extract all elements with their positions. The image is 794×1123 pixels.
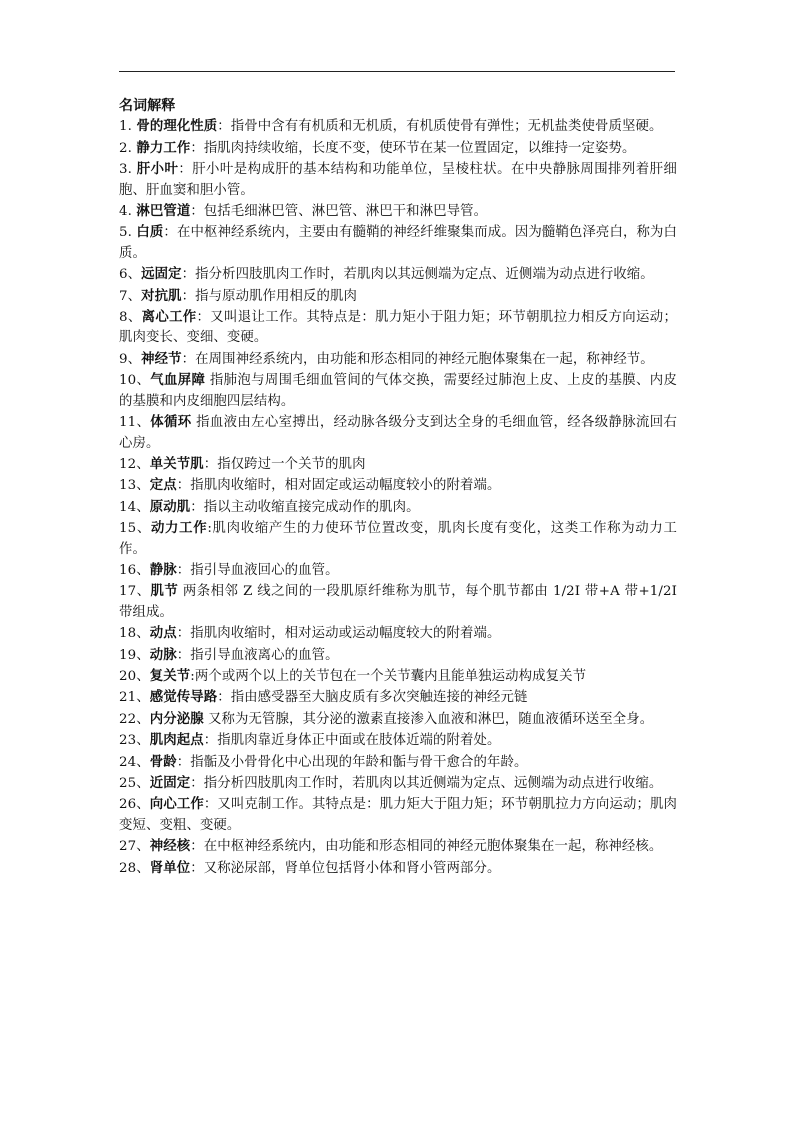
entry-number: 23、 [119,733,150,749]
entry-term: 气血屏障 [150,372,206,389]
entry-definition: 肌肉收缩产生的力使环节位置改变，肌肉长度有变化，这类工作称为动力工作。 [119,521,677,557]
glossary-entry [119,666,677,687]
entry-definition: 指骨中含有有机质和无机质，有机质使骨有弹性；无机盐类使骨质坚硬。 [230,119,663,135]
entry-number: 10、 [119,373,151,389]
entry-term: 神经节 [141,350,182,367]
header-rule [119,71,675,72]
entry-definition: 在周围神经系统内，由功能和形态相同的神经元胞体聚集在一起，称神经节。 [195,351,654,367]
glossary-entry [119,286,677,307]
glossary-entry [119,773,677,794]
entry-term: 肝小叶 [136,161,179,178]
entry-term: 单关节肌 [149,455,204,472]
entry-number: 20、 [119,668,150,684]
entry-definition: 指引导血液离心的血管。 [190,647,339,663]
entry-term: 骨龄 [149,753,177,770]
entry-number: 5. [119,225,137,241]
entry-separator: ： [203,456,218,472]
entry-term: 动脉 [149,646,177,663]
entry-term: 近固定 [149,775,191,791]
entry-number: 12、 [119,456,150,472]
glossary-entry [119,264,677,285]
entry-term: 神经核 [149,838,191,855]
entry-term: 复关节 [149,667,191,684]
entry-definition: 又叫退让工作。其特点是：肌力矩小于阻力矩；环节朝肌拉力相反方向运动；肌肉变长、变细、变硬。 [119,310,677,346]
entry-number: 17、 [119,584,151,600]
entry-number: 25、 [119,776,150,791]
entry-number: 27、 [119,839,150,855]
entry-number: 14、 [119,499,150,515]
entry-term: 肌节 [150,583,179,600]
entry-number: 24、 [119,754,150,770]
entry-term: 肾单位 [149,859,191,876]
entry-number: 3. [119,162,137,178]
entry-separator: ： [181,267,196,283]
glossary-entry [119,687,677,708]
glossary-entry [119,116,677,137]
glossary-entry [119,159,677,201]
entry-separator: ： [176,754,191,770]
glossary-entry [119,836,677,857]
entry-number: 9、 [119,351,142,367]
entry-number: 4. [119,204,137,220]
entry-separator: ： [163,225,177,241]
entry-number: 26、 [119,797,150,813]
glossary-list [119,116,677,879]
entry-number: 11、 [119,415,151,431]
glossary-entry [119,370,677,412]
entry-term: 淋巴管道 [136,203,191,220]
entry-term: 远固定 [141,266,182,283]
entry-term: 向心工作 [149,796,204,813]
entry-definition: 肝小叶是构成肝的基本结构和功能单位，呈棱柱状。在中央静脉周围排列着肝细胞、肝血窦和胆小管。 [119,162,677,198]
entry-separator: ： [190,839,204,855]
glossary-entry [119,475,677,496]
entry-definition: 指以主动收缩直接完成动作的肌肉。 [203,499,420,515]
entry-separator: ： [181,288,196,304]
entry-number: 2. [119,140,137,156]
glossary-entry [119,349,677,370]
document-body [119,96,677,879]
entry-term: 肌肉起点 [149,732,204,749]
glossary-entry [119,752,677,773]
entry-number: 15、 [119,521,151,537]
entry-definition: 又称泌尿部，肾单位包括肾小体和肾小管两部分。 [203,860,501,876]
entry-number: 22、 [119,711,150,727]
glossary-entry [119,222,677,264]
entry-definition: 两个或两个以上的关节包在一个关节囊内且能单独运动构成复关节 [194,668,587,684]
entry-definition: 指由感受器至大脑皮质有多次突触连接的神经元链 [230,690,528,706]
entry-definition: 又叫克制工作。其特点是：肌力矩大于阻力矩；环节朝肌拉力方向运动；肌肉变短、变粗、变硬。 [119,797,677,833]
entry-separator: ： [181,351,196,367]
entry-definition: 两条相邻 Z 线之间的一段肌原纤维称为肌节，每个肌节都由 1/2I 带+A 带+1/2I 带组成。 [119,584,678,620]
entry-term: 动点 [149,625,177,642]
entry-definition: 指肌肉收缩时，相对固定或运动幅度较小的附着端。 [190,478,501,494]
glossary-entry [119,560,677,581]
glossary-entry [119,307,677,349]
entry-term: 静脉 [149,561,177,578]
glossary-entry [119,794,677,836]
entry-definition: 指血液由左心室搏出，经动脉各级分支到达全身的毛细血管，经各级静脉流回右心房。 [119,415,678,451]
entry-definition: 指分析四肢肌肉工作时，若肌肉以其远侧端为定点、近侧端为动点进行收缩。 [195,267,654,283]
entry-separator: ： [176,647,191,663]
entry-term: 内分泌腺 [149,710,204,727]
entry-number: 8、 [119,310,142,326]
entry-separator: ： [176,478,191,494]
entry-term: 动力工作 [150,520,208,537]
entry-term: 感觉传导路 [149,689,218,706]
glossary-entry [119,623,677,644]
entry-separator: : [207,521,212,537]
entry-number: 16、 [119,562,150,578]
entry-separator: ： [178,162,193,178]
entry-term: 离心工作 [141,309,197,326]
glossary-entry [119,412,677,454]
glossary-entry [119,645,677,666]
entry-definition: 指骺及小骨骨化中心出现的年龄和骺与骨干愈合的年龄。 [190,754,528,770]
entry-number: 18、 [119,626,150,642]
entry-number: 19、 [119,647,150,663]
entry-separator: ： [190,140,204,156]
entry-term: 体循环 [150,414,192,431]
entry-separator: ： [190,860,204,876]
glossary-entry [119,858,677,879]
entry-separator: ： [190,499,204,515]
entry-separator: ： [196,310,211,326]
entry-number: 13、 [119,478,150,494]
glossary-entry [119,201,677,222]
entry-separator: ： [217,690,231,706]
glossary-entry [119,518,677,560]
entry-definition: 指肺泡与周围毛细血管间的气体交换，需要经过肺泡上皮、上皮的基膜、内皮的基膜和内皮细胞四层结构。 [119,373,678,409]
entry-definition: 又称为无管腺，其分泌的激素直接渗入血液和淋巴，随血液循环送至全身。 [208,711,654,727]
entry-definition: 指与原动肌作用相反的肌肉 [195,288,357,304]
entry-definition: 包括毛细淋巴管、淋巴管、淋巴干和淋巴导管。 [203,204,488,220]
entry-definition: 指引导血液回心的血管。 [190,562,339,578]
entry-number: 1. [119,119,137,135]
entry-separator: ： [176,626,191,642]
section-title: 名词解释 [119,98,176,114]
entry-definition: 在中枢神经系统内，主要由有髓鞘的神经纤维聚集而成。因为髓鞘色泽亮白，称为白质。 [119,225,678,261]
entry-separator: ： [217,119,231,135]
entry-separator: ： [190,776,204,791]
entry-definition: 指肌肉持续收缩，长度不变，使环节在某一位置固定，以维持一定姿势。 [203,140,636,156]
entry-term: 原动肌 [149,498,191,515]
glossary-entry [119,581,677,623]
entry-number: 21、 [119,690,150,706]
glossary-entry [119,454,677,475]
entry-term: 定点 [149,477,177,494]
glossary-entry [119,138,677,159]
entry-definition: 指肌肉靠近身体正中面或在肢体近端的附着处。 [217,733,501,749]
entry-definition: 指分析四肢肌肉工作时，若肌肉以其近侧端为定点、远侧端为动点进行收缩。 [203,776,663,791]
entry-number: 28、 [119,860,150,876]
entry-definition: 在中枢神经系统内，由功能和形态相同的神经元胞体聚集在一起，称神经核。 [203,839,663,855]
entry-term: 对抗肌 [141,287,182,304]
entry-term: 静力工作 [136,139,191,156]
entry-term: 白质 [136,224,164,241]
entry-definition: 指肌肉收缩时，相对运动或运动幅度较大的附着端。 [190,626,501,642]
entry-separator: ： [176,562,191,578]
entry-term: 骨的理化性质 [136,118,218,135]
entry-separator: : [190,668,195,684]
glossary-entry [119,497,677,518]
entry-separator: ： [190,204,204,220]
entry-separator: ： [203,797,218,813]
entry-number: 6、 [119,267,142,283]
entry-number: 7、 [119,288,142,304]
glossary-entry [119,709,677,730]
entry-separator: ： [203,733,218,749]
glossary-entry [119,730,677,751]
entry-definition: 指仅跨过一个关节的肌肉 [217,456,366,472]
